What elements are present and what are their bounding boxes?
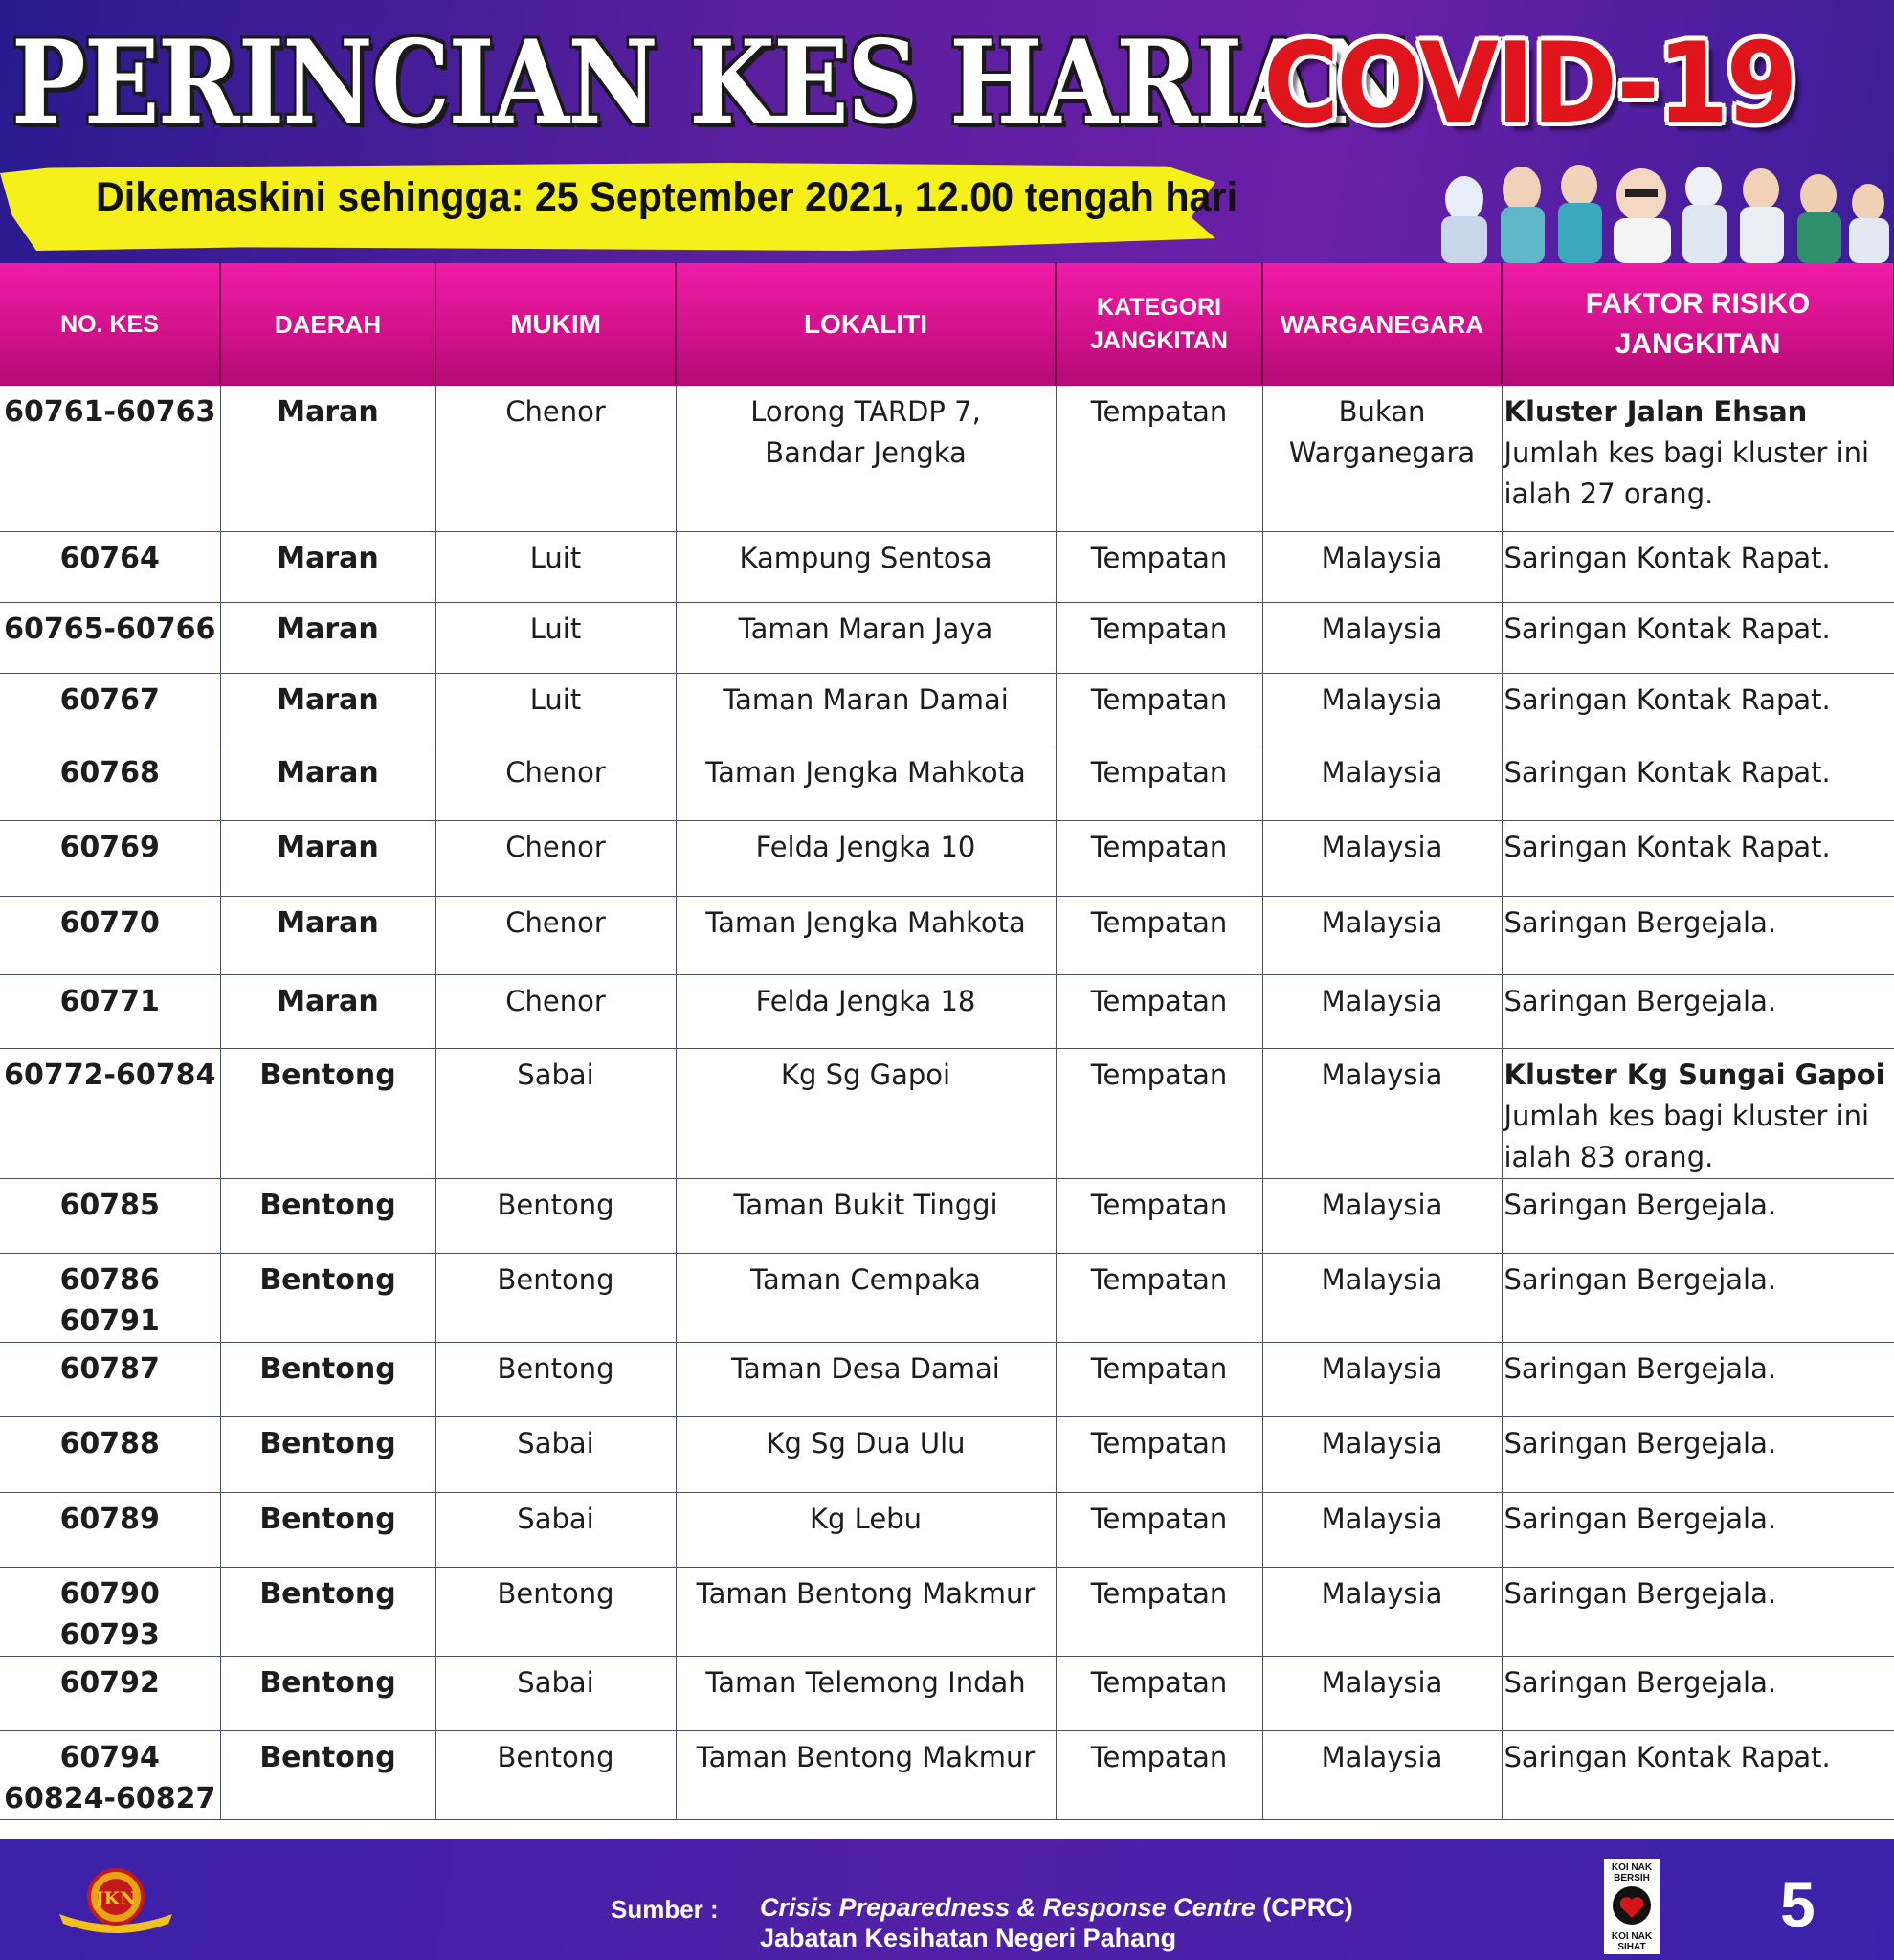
source-organisation-abbr: (CPRC) bbox=[1262, 1893, 1353, 1922]
worker-figure-icon bbox=[1501, 167, 1545, 263]
table-row bbox=[0, 531, 1894, 602]
table-row bbox=[0, 1567, 1894, 1656]
table-row bbox=[0, 1253, 1894, 1342]
cell-no-kes: 60788 bbox=[0, 1416, 220, 1492]
cell-mukim: Sabai bbox=[435, 1048, 676, 1178]
cell-faktor-risiko bbox=[1502, 974, 1894, 1048]
table-row bbox=[0, 1048, 1894, 1178]
page-number: 5 bbox=[1780, 1869, 1816, 1940]
header-banner bbox=[0, 0, 1894, 263]
cell-faktor-risiko bbox=[1502, 386, 1894, 531]
cell-faktor-risiko bbox=[1502, 1730, 1894, 1819]
cell-daerah: Bentong bbox=[220, 1178, 435, 1253]
risk-factor-text: Saringan Bergejala. bbox=[1504, 1426, 1777, 1459]
healthcare-workers-illustration bbox=[1426, 161, 1894, 263]
cell-mukim: Luit bbox=[435, 531, 676, 602]
table-row bbox=[0, 896, 1894, 974]
cell-faktor-risiko bbox=[1502, 1656, 1894, 1730]
risk-factor-text: Saringan Bergejala. bbox=[1504, 905, 1777, 939]
worker-figure-icon bbox=[1849, 184, 1889, 263]
cell-kategori: Tempatan bbox=[1056, 746, 1262, 820]
cell-kategori: Tempatan bbox=[1056, 820, 1262, 896]
cell-kategori: Tempatan bbox=[1056, 673, 1262, 746]
cell-mukim: Bentong bbox=[435, 1342, 676, 1416]
cell-no-kes: 60785 bbox=[0, 1178, 220, 1253]
col-header-faktor: FAKTOR RISIKO JANGKITAN bbox=[1502, 263, 1894, 386]
jkn-logo-icon bbox=[56, 1862, 176, 1939]
cell-daerah: Bentong bbox=[220, 1656, 435, 1730]
cell-lokaliti: Taman Maran Damai bbox=[676, 673, 1056, 746]
cell-lokaliti: Taman Bentong Makmur bbox=[676, 1567, 1056, 1656]
cell-kategori: Tempatan bbox=[1056, 1656, 1262, 1730]
cell-lokaliti: Taman Maran Jaya bbox=[676, 602, 1056, 673]
cell-kategori: Tempatan bbox=[1056, 1048, 1262, 1178]
cell-faktor-risiko bbox=[1502, 746, 1894, 820]
cell-warganegara: Malaysia bbox=[1262, 1567, 1502, 1656]
updated-date: Dikemaskini sehingga: 25 September 2021, 12.00 tengah hari bbox=[96, 174, 1238, 220]
cell-warganegara: Malaysia bbox=[1262, 1730, 1502, 1819]
cell-warganegara: Malaysia bbox=[1262, 673, 1502, 746]
cell-warganegara: Malaysia bbox=[1262, 1178, 1502, 1253]
cell-daerah: Maran bbox=[220, 820, 435, 896]
cell-lokaliti: Taman Jengka Mahkota bbox=[676, 746, 1056, 820]
cell-kategori: Tempatan bbox=[1056, 386, 1262, 531]
cell-no-kes: 60769 bbox=[0, 820, 220, 896]
cell-mukim: Sabai bbox=[435, 1492, 676, 1567]
cell-no-kes: 60771 bbox=[0, 974, 220, 1048]
cell-daerah: Bentong bbox=[220, 1253, 435, 1342]
cell-mukim: Bentong bbox=[435, 1253, 676, 1342]
cell-faktor-risiko bbox=[1502, 820, 1894, 896]
cell-kategori: Tempatan bbox=[1056, 1342, 1262, 1416]
cell-faktor-risiko bbox=[1502, 1492, 1894, 1567]
cell-mukim: Chenor bbox=[435, 746, 676, 820]
col-header-daerah: DAERAH bbox=[220, 263, 435, 386]
source-label: Sumber : bbox=[611, 1895, 719, 1924]
cell-no-kes: 60764 bbox=[0, 531, 220, 602]
cell-mukim: Sabai bbox=[435, 1656, 676, 1730]
worker-figure-icon bbox=[1614, 168, 1671, 263]
cell-daerah: Maran bbox=[220, 673, 435, 746]
risk-factor-text: Saringan Bergejala. bbox=[1504, 1351, 1777, 1385]
cell-daerah: Bentong bbox=[220, 1048, 435, 1178]
koi-nak-sihat-logo bbox=[1604, 1859, 1660, 1954]
svg-text:JKN: JKN bbox=[95, 1888, 137, 1909]
cell-mukim: Sabai bbox=[435, 1416, 676, 1492]
cell-mukim: Chenor bbox=[435, 386, 676, 531]
cell-faktor-risiko bbox=[1502, 896, 1894, 974]
cell-mukim: Bentong bbox=[435, 1730, 676, 1819]
cell-warganegara: Malaysia bbox=[1262, 1492, 1502, 1567]
cell-mukim: Chenor bbox=[435, 820, 676, 896]
cell-daerah: Maran bbox=[220, 896, 435, 974]
col-header-no-kes: NO. KES bbox=[0, 263, 220, 386]
cell-lokaliti: Taman Jengka Mahkota bbox=[676, 896, 1056, 974]
cell-lokaliti: Taman Bukit Tinggi bbox=[676, 1178, 1056, 1253]
cell-daerah: Maran bbox=[220, 602, 435, 673]
cell-kategori: Tempatan bbox=[1056, 1730, 1262, 1819]
cell-mukim: Bentong bbox=[435, 1178, 676, 1253]
worker-figure-icon bbox=[1797, 174, 1841, 263]
risk-factor-text: Saringan Bergejala. bbox=[1504, 1576, 1777, 1610]
cell-faktor-risiko bbox=[1502, 1048, 1894, 1178]
cell-warganegara: Malaysia bbox=[1262, 1048, 1502, 1178]
cell-lokaliti: Taman Cempaka bbox=[676, 1253, 1056, 1342]
cell-warganegara: Malaysia bbox=[1262, 1253, 1502, 1342]
cell-lokaliti: Kampung Sentosa bbox=[676, 531, 1056, 602]
cell-warganegara: Malaysia bbox=[1262, 1656, 1502, 1730]
cell-no-kes: 60761-60763 bbox=[0, 386, 220, 531]
risk-factor-text: Saringan Kontak Rapat. bbox=[1504, 682, 1831, 716]
cell-warganegara: Malaysia bbox=[1262, 1342, 1502, 1416]
cell-mukim: Luit bbox=[435, 602, 676, 673]
col-header-lokaliti: LOKALITI bbox=[676, 263, 1056, 386]
cell-faktor-risiko bbox=[1502, 673, 1894, 746]
col-header-mukim: MUKIM bbox=[435, 263, 676, 386]
cell-faktor-risiko bbox=[1502, 1253, 1894, 1342]
cell-lokaliti: Taman Desa Damai bbox=[676, 1342, 1056, 1416]
case-table bbox=[0, 263, 1894, 1820]
table-row bbox=[0, 1656, 1894, 1730]
cell-faktor-risiko bbox=[1502, 602, 1894, 673]
cell-daerah: Bentong bbox=[220, 1730, 435, 1819]
cell-faktor-risiko bbox=[1502, 1178, 1894, 1253]
cell-warganegara: Malaysia bbox=[1262, 896, 1502, 974]
cell-kategori: Tempatan bbox=[1056, 974, 1262, 1048]
worker-figure-icon bbox=[1441, 176, 1487, 263]
cell-mukim: Chenor bbox=[435, 974, 676, 1048]
cell-lokaliti: Kg Sg Dua Ulu bbox=[676, 1416, 1056, 1492]
source-organisation-name: Crisis Preparedness & Response Centre bbox=[760, 1893, 1256, 1922]
cell-faktor-risiko bbox=[1502, 1416, 1894, 1492]
risk-factor-text: Saringan Kontak Rapat. bbox=[1504, 612, 1831, 645]
cell-daerah: Bentong bbox=[220, 1342, 435, 1416]
cell-daerah: Bentong bbox=[220, 1567, 435, 1656]
koi-logo-top-text: KOI NAK BERSIH bbox=[1611, 1862, 1653, 1883]
table-row bbox=[0, 386, 1894, 531]
cell-lokaliti: Taman Telemong Indah bbox=[676, 1656, 1056, 1730]
cell-no-kes: 60765-60766 bbox=[0, 602, 220, 673]
cell-faktor-risiko bbox=[1502, 531, 1894, 602]
cell-mukim: Bentong bbox=[435, 1567, 676, 1656]
cell-daerah: Maran bbox=[220, 531, 435, 602]
table-row bbox=[0, 1178, 1894, 1253]
footer-bar bbox=[0, 1839, 1894, 1960]
cell-no-kes: 60792 bbox=[0, 1656, 220, 1730]
covid-title: COVID-19 bbox=[1263, 19, 1795, 148]
worker-figure-icon bbox=[1682, 167, 1727, 263]
risk-factor-text: Saringan Kontak Rapat. bbox=[1504, 830, 1831, 863]
cell-no-kes: 60768 bbox=[0, 746, 220, 820]
cell-no-kes: 60789 bbox=[0, 1492, 220, 1567]
cell-no-kes: 60770 bbox=[0, 896, 220, 974]
table-row bbox=[0, 1492, 1894, 1567]
cell-lokaliti: Kg Sg Gapoi bbox=[676, 1048, 1056, 1178]
cell-daerah: Bentong bbox=[220, 1492, 435, 1567]
risk-factor-text: Saringan Kontak Rapat. bbox=[1504, 541, 1831, 574]
cell-kategori: Tempatan bbox=[1056, 1492, 1262, 1567]
cluster-name: Kluster Jalan Ehsan bbox=[1504, 395, 1808, 428]
risk-factor-text: Saringan Kontak Rapat. bbox=[1504, 1740, 1831, 1773]
risk-factor-text: Saringan Kontak Rapat. bbox=[1504, 755, 1831, 789]
risk-factor-text: Saringan Bergejala. bbox=[1504, 1262, 1777, 1296]
risk-factor-text: Saringan Bergejala. bbox=[1504, 1502, 1777, 1535]
cell-warganegara: Bukan Warganegara bbox=[1262, 386, 1502, 531]
table-row bbox=[0, 602, 1894, 673]
cell-warganegara: Malaysia bbox=[1262, 974, 1502, 1048]
cell-lokaliti: Kg Lebu bbox=[676, 1492, 1056, 1567]
cell-no-kes: 60794 60824-60827 bbox=[0, 1730, 220, 1819]
risk-factor-text: Jumlah kes bagi kluster ini ialah 83 orang. bbox=[1504, 1099, 1870, 1173]
col-header-warganegara: WARGANEGARA bbox=[1262, 263, 1502, 386]
cell-kategori: Tempatan bbox=[1056, 1178, 1262, 1253]
cell-no-kes: 60787 bbox=[0, 1342, 220, 1416]
risk-factor-text: Saringan Bergejala. bbox=[1504, 1188, 1777, 1221]
worker-figure-icon bbox=[1740, 168, 1784, 263]
source-organisation bbox=[760, 1893, 1353, 1923]
cell-mukim: Chenor bbox=[435, 896, 676, 974]
table-row bbox=[0, 1730, 1894, 1819]
cell-no-kes: 60772-60784 bbox=[0, 1048, 220, 1178]
table-row bbox=[0, 1342, 1894, 1416]
heart-icon bbox=[1604, 1883, 1660, 1927]
cell-lokaliti: Felda Jengka 18 bbox=[676, 974, 1056, 1048]
cell-daerah: Maran bbox=[220, 746, 435, 820]
risk-factor-text: Saringan Bergejala. bbox=[1504, 984, 1777, 1017]
cell-warganegara: Malaysia bbox=[1262, 531, 1502, 602]
worker-figure-icon bbox=[1558, 165, 1602, 263]
cell-no-kes: 60767 bbox=[0, 673, 220, 746]
cell-kategori: Tempatan bbox=[1056, 602, 1262, 673]
col-header-kategori: KATEGORI JANGKITAN bbox=[1056, 263, 1262, 386]
cell-warganegara: Malaysia bbox=[1262, 602, 1502, 673]
cell-lokaliti: Taman Bentong Makmur bbox=[676, 1730, 1056, 1819]
cell-daerah: Maran bbox=[220, 974, 435, 1048]
cluster-name: Kluster Kg Sungai Gapoi bbox=[1504, 1058, 1885, 1091]
cell-lokaliti: Lorong TARDP 7, Bandar Jengka bbox=[676, 386, 1056, 531]
cell-daerah: Maran bbox=[220, 386, 435, 531]
cell-kategori: Tempatan bbox=[1056, 1567, 1262, 1656]
cell-no-kes: 60786 60791 bbox=[0, 1253, 220, 1342]
table-row bbox=[0, 974, 1894, 1048]
table-row bbox=[0, 746, 1894, 820]
cell-no-kes: 60790 60793 bbox=[0, 1567, 220, 1656]
table-row bbox=[0, 673, 1894, 746]
cell-kategori: Tempatan bbox=[1056, 896, 1262, 974]
table-row bbox=[0, 820, 1894, 896]
cell-faktor-risiko bbox=[1502, 1567, 1894, 1656]
risk-factor-text: Jumlah kes bagi kluster ini ialah 27 orang. bbox=[1504, 436, 1870, 510]
page-title: PERINCIAN KES HARIAN bbox=[11, 15, 1405, 150]
koi-logo-bottom-text: KOI NAK SIHAT bbox=[1611, 1931, 1653, 1952]
cell-kategori: Tempatan bbox=[1056, 1253, 1262, 1342]
cell-kategori: Tempatan bbox=[1056, 1416, 1262, 1492]
risk-factor-text: Saringan Bergejala. bbox=[1504, 1665, 1777, 1699]
table-header-row bbox=[0, 263, 1894, 386]
cell-warganegara: Malaysia bbox=[1262, 820, 1502, 896]
cell-warganegara: Malaysia bbox=[1262, 746, 1502, 820]
cell-faktor-risiko bbox=[1502, 1342, 1894, 1416]
source-department: Jabatan Kesihatan Negeri Pahang bbox=[760, 1924, 1177, 1952]
cell-lokaliti: Felda Jengka 10 bbox=[676, 820, 1056, 896]
cell-warganegara: Malaysia bbox=[1262, 1416, 1502, 1492]
cell-kategori: Tempatan bbox=[1056, 531, 1262, 602]
cell-daerah: Bentong bbox=[220, 1416, 435, 1492]
cell-mukim: Luit bbox=[435, 673, 676, 746]
table-row bbox=[0, 1416, 1894, 1492]
